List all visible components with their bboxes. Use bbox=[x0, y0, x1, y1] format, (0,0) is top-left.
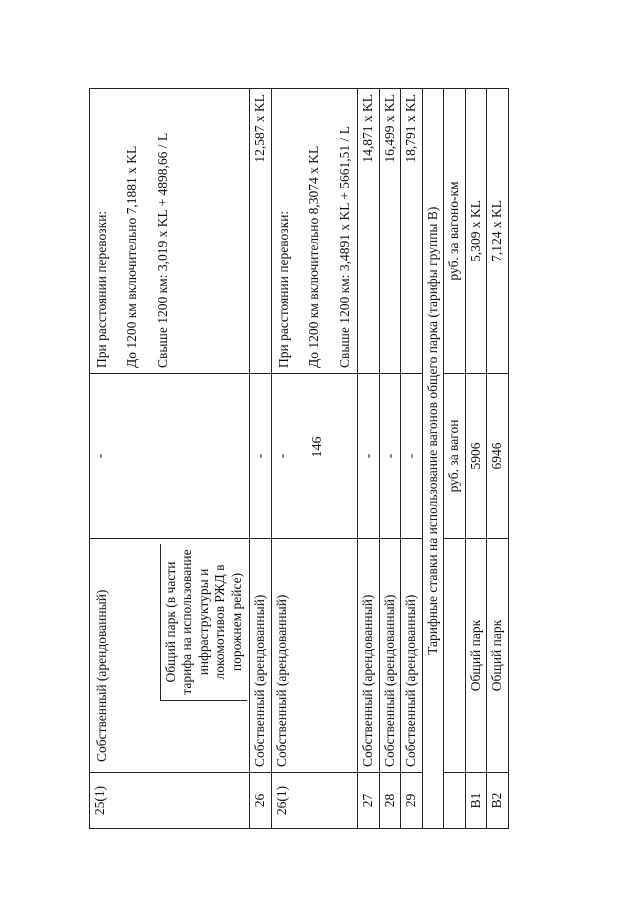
wagon-type: Собственный (арендованный) bbox=[271, 538, 357, 772]
row-number: 25(1) bbox=[90, 773, 250, 829]
per-wagon-value: - bbox=[358, 373, 379, 538]
formula-line: До 1200 км включительно 7,1881 х KL bbox=[124, 145, 140, 368]
per-wagon-km-value: 18,791 х KL bbox=[401, 88, 422, 373]
tariff-table bbox=[89, 88, 509, 829]
wagon-type: Собственный (арендованный) bbox=[358, 538, 379, 772]
wagon-type: Общий парк bbox=[487, 538, 508, 772]
wagon-type: Общий парк bbox=[465, 538, 486, 772]
row-number: 27 bbox=[358, 773, 379, 829]
formula-line: При расстоянии перевозки: bbox=[275, 210, 291, 368]
header-per-wagon-km: руб. за вагоно-км bbox=[444, 88, 465, 373]
per-wagon-value: - bbox=[379, 373, 400, 538]
per-wagon-value: - bbox=[401, 373, 422, 538]
table-row bbox=[90, 88, 250, 828]
section-title-row bbox=[422, 88, 443, 828]
formula-line: Свыше 1200 км: 3,4891 х KL + 5661,51 / L bbox=[336, 126, 352, 368]
per-wagon-value: - bbox=[271, 373, 357, 538]
wagon-subtype: Общий парк (в части тарифа на использование инфраструктуры и локомотивов РЖД в порожнем рейсе) bbox=[161, 544, 248, 701]
per-wagon-km-value: 5,309 х KL bbox=[465, 88, 486, 373]
formula-line: До 1200 км включительно 8,3074 х KL bbox=[306, 145, 322, 368]
table-row bbox=[358, 88, 379, 828]
wagon-type: Собственный (арендованный) bbox=[379, 538, 400, 772]
section-title: Тарифные ставки на использование вагонов общего парка (тарифы группы В) bbox=[422, 88, 443, 772]
rotated-document bbox=[89, 89, 609, 829]
per-wagon-km-value bbox=[271, 88, 357, 373]
table-row bbox=[250, 88, 271, 828]
per-wagon-km-value: 14,871 х KL bbox=[358, 88, 379, 373]
per-wagon-km-value: 12,587 х KL bbox=[250, 88, 271, 373]
per-wagon-value: 5906 bbox=[465, 373, 486, 538]
per-wagon-km-value: 16,499 х KL bbox=[379, 88, 400, 373]
row-number: 26(1) bbox=[271, 773, 357, 829]
per-wagon-km-value bbox=[90, 88, 250, 373]
table-row bbox=[465, 88, 486, 828]
table-row bbox=[379, 88, 400, 828]
wagon-type: Собственный (арендованный) bbox=[250, 538, 271, 772]
row-number: В1 bbox=[465, 773, 486, 829]
header-per-wagon: руб. за вагон bbox=[444, 373, 465, 538]
wagon-type: Собственный (арендованный) bbox=[94, 589, 109, 762]
row-number: 29 bbox=[401, 773, 422, 829]
row-number: 28 bbox=[379, 773, 400, 829]
formula-line: При расстоянии перевозки: bbox=[94, 210, 109, 368]
wagon-type-cell bbox=[90, 538, 250, 772]
per-wagon-km-value: 7,124 х KL bbox=[487, 88, 508, 373]
page-number: 146 bbox=[310, 436, 325, 458]
row-number: 26 bbox=[250, 773, 271, 829]
per-wagon-value: - bbox=[250, 373, 271, 538]
table-row bbox=[271, 88, 357, 828]
formula-line: Свыше 1200 км: 3,019 х KL + 4898,66 / L bbox=[154, 132, 170, 368]
wagon-type: Собственный (арендованный) bbox=[401, 538, 422, 772]
row-number: В2 bbox=[487, 773, 508, 829]
section-header-row bbox=[444, 88, 465, 828]
per-wagon-value: 6946 bbox=[487, 373, 508, 538]
table-row bbox=[401, 88, 422, 828]
per-wagon-value: - bbox=[90, 373, 250, 538]
table-row bbox=[487, 88, 508, 828]
